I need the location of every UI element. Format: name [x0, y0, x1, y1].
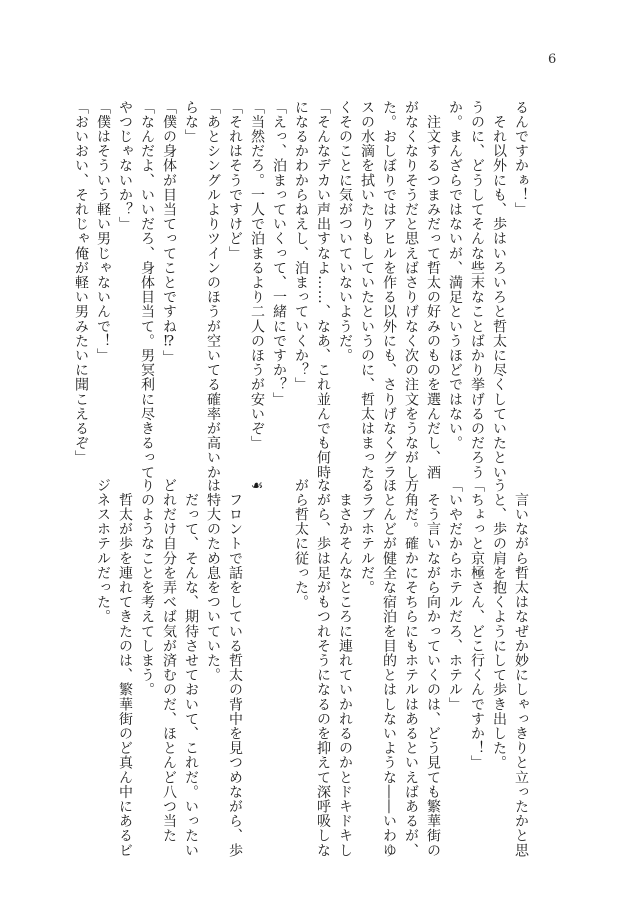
text-line: そう言いながら向かっていくのは、どう見ても繁華街の	[425, 478, 441, 858]
text-line: ほとんどが健全な宿泊を目的とはしないような――いわゆ	[381, 478, 397, 858]
text-line: 「当然だろ。一人で泊まるより二人のほうが安いぞ」	[249, 100, 265, 451]
text-line: 「僕はそういう軽い男じゃないんで！」	[95, 100, 111, 363]
text-line: うと、歩の肩を抱くようにして歩き出した。	[491, 478, 507, 770]
text-line: になるかわからねえし、泊まっていくか？」	[293, 100, 309, 392]
text-line: 言いながら哲太はなぜか妙にしゃっきりと立ったかと思	[513, 478, 529, 858]
section-break-ornament: ☙	[249, 478, 265, 495]
text-line: フロントで話をしている哲太の背中を見つめながら、歩	[227, 478, 243, 858]
text-line: 「そんなデカい声出すなよ……、なあ、これ並んでも何時	[315, 100, 331, 480]
text-line: 「いやだからホテルだろ、ホテル」	[447, 478, 463, 712]
text-line: 「僕の身体が目当てってことですね⁉」	[161, 100, 177, 365]
text-line: 「あとシングルよりツインのほうが空いてる確率が高いか	[205, 100, 221, 480]
text-line: 「えっ、泊まっていくって、一緒にですか？」	[271, 100, 287, 407]
text-line: 「おいおい、それじゃ俺が軽い男みたいに聞こえるぞ」	[73, 100, 89, 465]
text-line: どれだけ自分を弄べば気が済むのだ、ほとんど八つ当た	[161, 478, 177, 843]
text-line: うのに、どうしてそんな些末なことばかり挙げるのだろう	[469, 100, 485, 480]
text-line: 注文するつまみだって哲太の好みのものを選んだし、酒	[425, 100, 441, 480]
text-line: 「ちょっと京極さん、どこ行くんですか！」	[469, 478, 485, 770]
page-number: 6	[548, 52, 557, 67]
text-line: 「それはそうですけど」	[227, 100, 243, 261]
text-line: ジネスホテルだった。	[95, 478, 111, 624]
text-line: 哲太が歩を連れてきたのは、繁華街のど真ん中にあるビ	[117, 478, 133, 858]
text-line: がなくなりそうだと思えばさりげなく次の注文をうながし	[403, 100, 419, 480]
text-line: 方角だ。確かにそちらにもホテルはあるといえばあるが、	[403, 478, 419, 858]
blank-line	[268, 478, 290, 818]
text-line: まさかそんなところに連れていかれるのかとドキドキし	[337, 478, 353, 858]
text-line: らな」	[183, 100, 199, 144]
text-line: それ以外にも、歩はいろいろと哲太に尽くしていたとい	[491, 100, 507, 480]
text-line: だって、そんな、期待させておいて、これだ。いったい	[183, 478, 199, 858]
top-text-block	[70, 100, 532, 480]
text-line: た。おしぼりではアヒルを作る以外にも、さりげなくグラ	[381, 100, 397, 480]
text-line: るんですかぁ！」	[513, 100, 529, 217]
text-line: るラブホテルだ。	[359, 478, 375, 595]
text-line: は特大のため息をついていた。	[205, 478, 221, 683]
text-line: ながら、歩は足がもつれそうになるのを抑えて深呼吸しな	[315, 478, 331, 858]
text-line: スの水滴を拭いたりもしていたというのに、哲太はまった	[359, 100, 375, 480]
text-line: やつじゃないか？」	[117, 100, 133, 232]
text-line: 「なんだよ、いいだろ、身体目当て。男冥利に尽きるって	[139, 100, 155, 480]
text-line: か。まんざらではないが、満足というほどではない。	[447, 100, 463, 451]
text-line: くそのことに気がついていないようだ。	[337, 100, 353, 363]
text-line: りのようなことを考えてしまう。	[139, 478, 155, 697]
text-line: がら哲太に従った。	[293, 478, 309, 610]
bottom-text-block	[92, 478, 532, 858]
